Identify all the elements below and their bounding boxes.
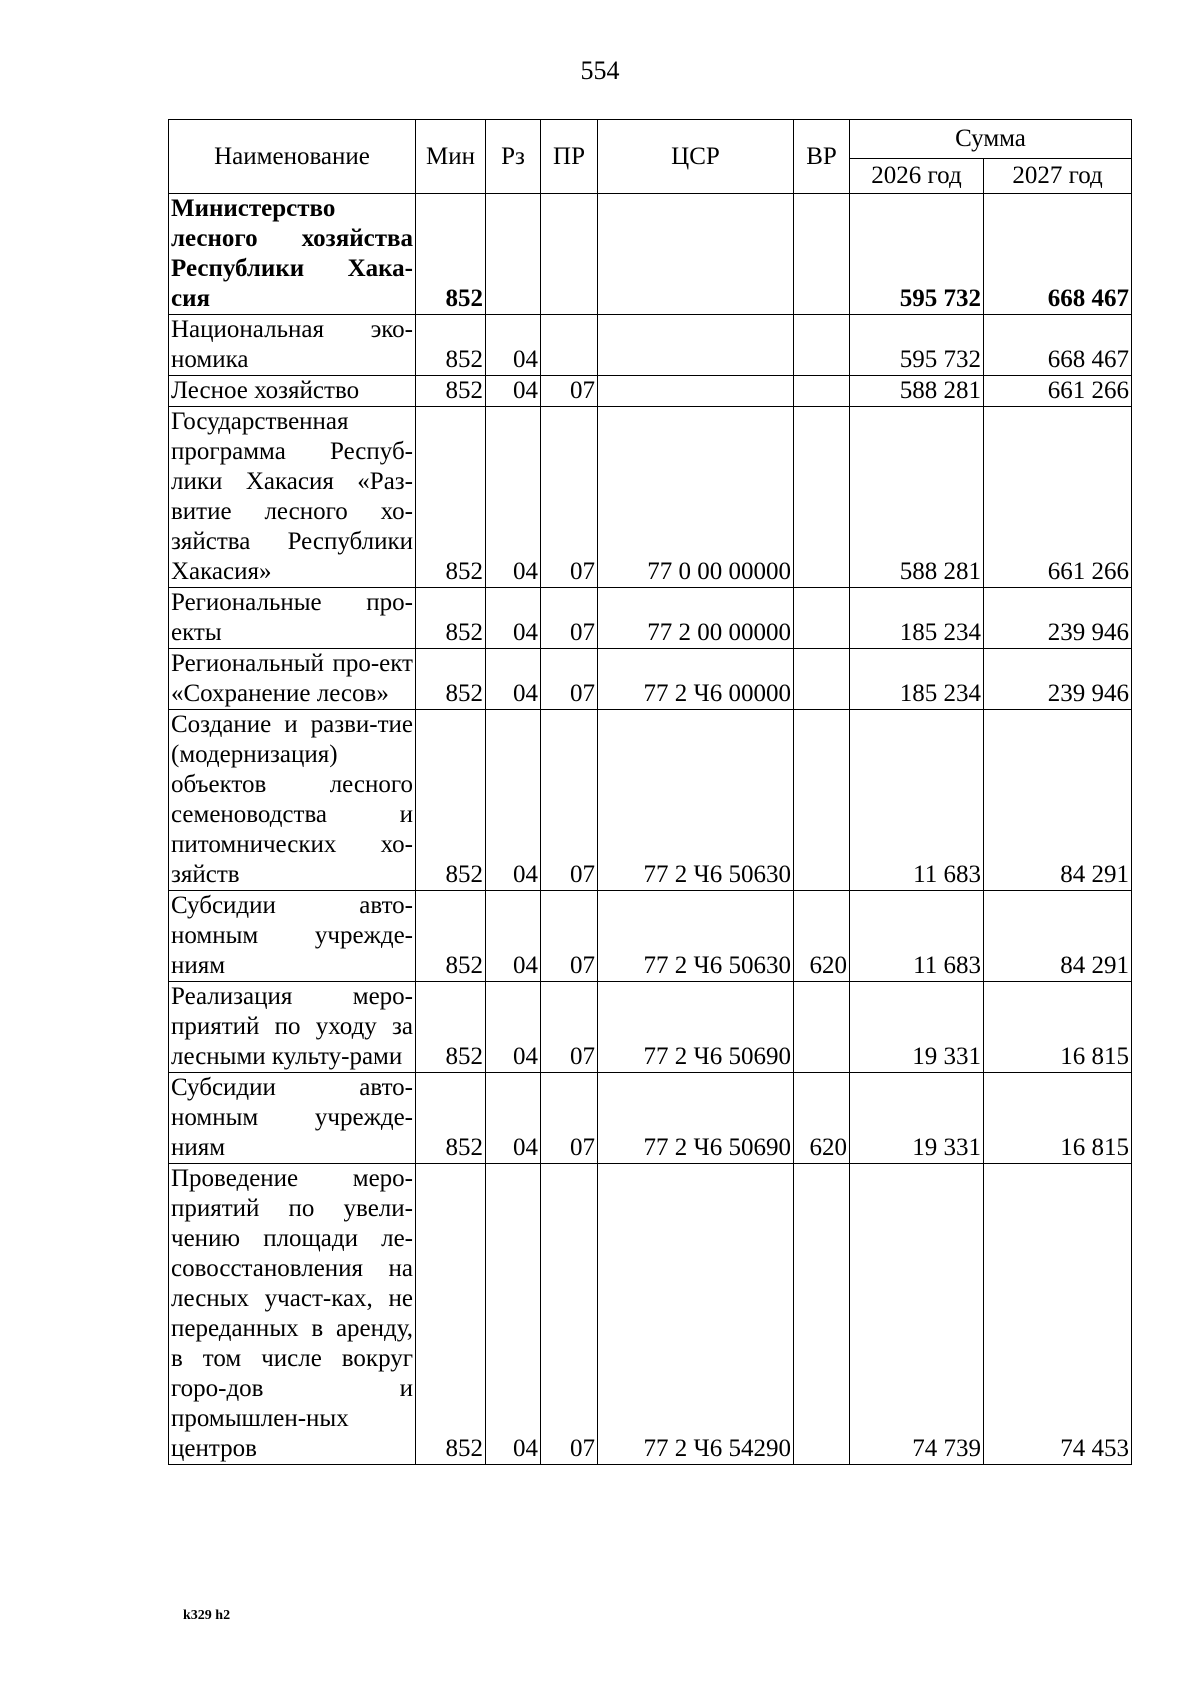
table-row xyxy=(169,649,1132,710)
page-number: 554 xyxy=(580,56,620,85)
cell-sum-2027: 74 453 xyxy=(984,1164,1132,1465)
cell-min: 852 xyxy=(416,588,486,649)
cell-rz: 04 xyxy=(486,1164,541,1465)
cell-vr xyxy=(794,588,850,649)
cell-csr xyxy=(598,315,794,376)
cell-sum-2026: 11 683 xyxy=(850,891,984,982)
cell-vr xyxy=(794,982,850,1073)
cell-rz: 04 xyxy=(486,315,541,376)
cell-pr xyxy=(541,194,598,315)
cell-csr: 77 2 Ч6 00000 xyxy=(598,649,794,710)
cell-rz: 04 xyxy=(486,982,541,1073)
cell-sum-2027: 668 467 xyxy=(984,315,1132,376)
cell-name: Создание и разви-тие (модернизация) объектов лесного семеноводства и питомнических хо-зяйств xyxy=(169,710,416,891)
table-row xyxy=(169,376,1132,407)
cell-rz: 04 xyxy=(486,1073,541,1164)
cell-vr: 620 xyxy=(794,1073,850,1164)
table-row xyxy=(169,588,1132,649)
cell-sum-2027: 84 291 xyxy=(984,891,1132,982)
cell-min: 852 xyxy=(416,1073,486,1164)
header-name: Наименование xyxy=(169,120,416,194)
table-row xyxy=(169,982,1132,1073)
cell-csr: 77 2 Ч6 50690 xyxy=(598,982,794,1073)
cell-pr: 07 xyxy=(541,1073,598,1164)
header-year-2027: 2027 год xyxy=(984,159,1132,194)
cell-name: Субсидии авто-номным учрежде-ниям xyxy=(169,1073,416,1164)
cell-sum-2026: 595 732 xyxy=(850,194,984,315)
cell-vr: 620 xyxy=(794,891,850,982)
cell-csr: 77 2 Ч6 54290 xyxy=(598,1164,794,1465)
header-pr: ПР xyxy=(541,120,598,194)
cell-pr: 07 xyxy=(541,1164,598,1465)
cell-vr xyxy=(794,194,850,315)
cell-pr: 07 xyxy=(541,407,598,588)
cell-name: Министерство лесного хозяйства Республики Хака-сия xyxy=(169,194,416,315)
cell-pr xyxy=(541,315,598,376)
cell-name: Региональный про-ект «Сохранение лесов» xyxy=(169,649,416,710)
header-year-2026: 2026 год xyxy=(850,159,984,194)
cell-name: Государственная программа Респуб-лики Хакасия «Раз-витие лесного хо-зяйства Республики Хакасия» xyxy=(169,407,416,588)
cell-sum-2027: 239 946 xyxy=(984,588,1132,649)
cell-rz: 04 xyxy=(486,407,541,588)
cell-sum-2026: 588 281 xyxy=(850,376,984,407)
table-row xyxy=(169,710,1132,891)
cell-min: 852 xyxy=(416,1164,486,1465)
cell-sum-2027: 84 291 xyxy=(984,710,1132,891)
cell-name: Субсидии авто-номным учрежде-ниям xyxy=(169,891,416,982)
table-row xyxy=(169,1164,1132,1465)
table-row xyxy=(169,194,1132,315)
cell-vr xyxy=(794,649,850,710)
cell-name: Лесное хозяйство xyxy=(169,376,416,407)
cell-csr: 77 2 Ч6 50630 xyxy=(598,710,794,891)
cell-rz: 04 xyxy=(486,588,541,649)
table-row xyxy=(169,1073,1132,1164)
cell-name: Проведение меро-приятий по увели-чению площади ле-совосстановления на лесных участ-ках, не переданных в аренду, в том числе вокруг горо-дов и промышлен-ных центров xyxy=(169,1164,416,1465)
cell-min: 852 xyxy=(416,710,486,891)
cell-pr: 07 xyxy=(541,649,598,710)
cell-csr xyxy=(598,194,794,315)
table-row xyxy=(169,315,1132,376)
header-sum: Сумма xyxy=(850,120,1132,159)
cell-sum-2027: 239 946 xyxy=(984,649,1132,710)
cell-min: 852 xyxy=(416,891,486,982)
cell-rz: 04 xyxy=(486,649,541,710)
cell-csr xyxy=(598,376,794,407)
cell-sum-2026: 74 739 xyxy=(850,1164,984,1465)
footer-code: k329 h2 xyxy=(183,1608,231,1623)
cell-rz: 04 xyxy=(486,376,541,407)
cell-min: 852 xyxy=(416,649,486,710)
cell-sum-2026: 595 732 xyxy=(850,315,984,376)
table-row xyxy=(169,407,1132,588)
cell-pr: 07 xyxy=(541,710,598,891)
cell-vr xyxy=(794,376,850,407)
cell-csr: 77 2 Ч6 50690 xyxy=(598,1073,794,1164)
cell-rz xyxy=(486,194,541,315)
cell-vr xyxy=(794,407,850,588)
cell-sum-2026: 19 331 xyxy=(850,982,984,1073)
header-rz: Рз xyxy=(486,120,541,194)
cell-sum-2026: 19 331 xyxy=(850,1073,984,1164)
cell-sum-2027: 16 815 xyxy=(984,1073,1132,1164)
cell-sum-2027: 668 467 xyxy=(984,194,1132,315)
cell-rz: 04 xyxy=(486,710,541,891)
header-row xyxy=(169,120,1132,159)
cell-min: 852 xyxy=(416,982,486,1073)
cell-pr: 07 xyxy=(541,982,598,1073)
cell-vr xyxy=(794,710,850,891)
header-vr: ВР xyxy=(794,120,850,194)
cell-min: 852 xyxy=(416,407,486,588)
cell-sum-2027: 661 266 xyxy=(984,407,1132,588)
table-row xyxy=(169,891,1132,982)
header-csr: ЦСР xyxy=(598,120,794,194)
cell-name: Реализация меро-приятий по уходу за лесными культу-рами xyxy=(169,982,416,1073)
cell-name: Региональные про-екты xyxy=(169,588,416,649)
cell-sum-2026: 185 234 xyxy=(850,588,984,649)
cell-sum-2026: 185 234 xyxy=(850,649,984,710)
cell-min: 852 xyxy=(416,315,486,376)
cell-min: 852 xyxy=(416,376,486,407)
cell-csr: 77 2 Ч6 50630 xyxy=(598,891,794,982)
cell-csr: 77 2 00 00000 xyxy=(598,588,794,649)
header-min: Мин xyxy=(416,120,486,194)
cell-pr: 07 xyxy=(541,376,598,407)
cell-rz: 04 xyxy=(486,891,541,982)
cell-name: Национальная эко-номика xyxy=(169,315,416,376)
cell-sum-2027: 661 266 xyxy=(984,376,1132,407)
cell-vr xyxy=(794,1164,850,1465)
cell-pr: 07 xyxy=(541,588,598,649)
cell-sum-2027: 16 815 xyxy=(984,982,1132,1073)
cell-min: 852 xyxy=(416,194,486,315)
cell-pr: 07 xyxy=(541,891,598,982)
cell-vr xyxy=(794,315,850,376)
cell-sum-2026: 588 281 xyxy=(850,407,984,588)
budget-table xyxy=(168,119,1132,1465)
cell-csr: 77 0 00 00000 xyxy=(598,407,794,588)
cell-sum-2026: 11 683 xyxy=(850,710,984,891)
